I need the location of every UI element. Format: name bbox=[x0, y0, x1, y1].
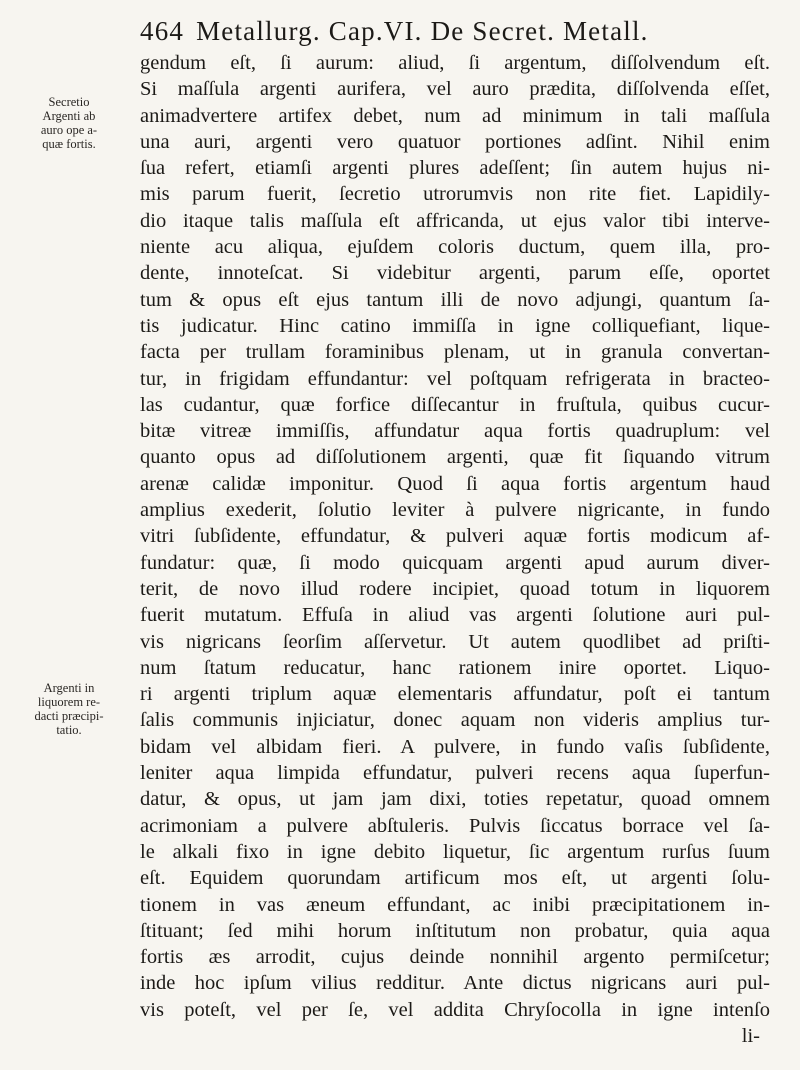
text-line: leniter aqua limpida effundatur, pulveri recens aqua ſuperfun- bbox=[140, 762, 770, 785]
text-line: ſtituant; ſed mihi horum inſtitutum non probatur, quia aqua bbox=[140, 919, 770, 942]
text-line: acrimoniam a pulvere abſtuleris. Pulvis ſiccatus borrace vel ſa- bbox=[140, 814, 770, 837]
margin-note-line: auro ope a- bbox=[40, 123, 98, 137]
text-line: ſua refert, etiamſi argenti plures adeſſent; ſin autem hujus ni- bbox=[140, 157, 770, 180]
text-line: tum & opus eſt ejus tantum illi de novo adjungi, quantum ſa- bbox=[140, 288, 770, 311]
margin-note-secretio bbox=[8, 95, 130, 151]
text-line: ſalis communis injiciatur, donec aquam non videris amplius tur- bbox=[140, 709, 770, 732]
margin-note-line: dacti præcipi- bbox=[34, 709, 104, 723]
text-line: datur, & opus, ut jam jam dixi, toties repetatur, quoad omnem bbox=[140, 788, 770, 811]
text-line: terit, de novo illud rodere incipiet, quoad totum in liquorem bbox=[140, 577, 770, 600]
page-header bbox=[140, 16, 770, 47]
text-line: fuerit mutatum. Effuſa in aliud vas argenti ſolutione auri pul- bbox=[140, 604, 770, 627]
text-line: fortis æs arrodit, cujus deinde nonnihil argento permiſcetur; bbox=[140, 946, 770, 969]
margin-note-line: tatio. bbox=[56, 723, 82, 737]
text-line: mis parum fuerit, ſecretio utrorumvis non rite fiet. Lapidily- bbox=[140, 183, 770, 206]
text-line: animadvertere artifex debet, num ad minimum in tali maſſula bbox=[140, 104, 770, 127]
text-line: vis poteſt, vel per ſe, vel addita Chryſocolla in igne intenſo bbox=[140, 998, 770, 1021]
text-line: vis nigricans ſeorſim aſſervetur. Ut autem quodlibet ad priſti- bbox=[140, 630, 770, 653]
text-line: niente acu aliqua, ejuſdem coloris ductum, quem illa, pro- bbox=[140, 236, 770, 259]
running-title: Metallurg. Cap.VI. De Secret. Metall. bbox=[196, 16, 649, 46]
text-line: Si maſſula argenti aurifera, vel auro prædita, diſſolvenda eſſet, bbox=[140, 78, 770, 101]
text-line: dente, innoteſcat. Si videbitur argenti, parum eſſe, oportet bbox=[140, 262, 770, 285]
text-line: eſt. Equidem quorundam artificum mos eſt, ut argenti ſolu- bbox=[140, 867, 770, 890]
text-line: le alkali fixo in igne debito liquetur, ſic argentum rurſus ſuum bbox=[140, 840, 770, 863]
text-line: tur, in frigidam effundantur: vel poſtquam refrigerata in bracteo- bbox=[140, 367, 770, 390]
text-line: num ſtatum reducatur, hanc rationem inire oportet. Liquo- bbox=[140, 656, 770, 679]
catchword: li- bbox=[741, 1024, 760, 1047]
text-line: amplius exederit, ſolutio leviter à pulvere nigricante, in fundo bbox=[140, 499, 770, 522]
text-line: vitri ſubſidente, effundatur, & pulveri aquæ fortis modicum af- bbox=[140, 525, 770, 548]
text-line: gendum eſt, ſi aurum: aliud, ſi argentum, diſſolvendum eſt. bbox=[140, 52, 770, 74]
text-line: dio itaque talis maſſula eſt affricanda, ut ejus valor tibi interve- bbox=[140, 209, 770, 232]
margin-note-line: Argenti ab bbox=[42, 109, 96, 123]
text-line: bitæ vitreæ immiſſis, affundatur aqua fortis quadruplum: vel bbox=[140, 420, 770, 443]
margin-note-line: liquorem re- bbox=[37, 695, 101, 709]
text-line: fundatur: quæ, ſi modo quicquam argenti apud aurum diver- bbox=[140, 551, 770, 574]
text-line: una auri, argenti vero quatuor portiones adſint. Nihil enim bbox=[140, 130, 770, 153]
margin-note-line: Secretio bbox=[48, 95, 90, 109]
text-line: arenæ calidæ imponitur. Quod ſi aqua fortis argentum haud bbox=[140, 472, 770, 495]
body-text bbox=[140, 50, 770, 1049]
margin-note-line: quæ fortis. bbox=[42, 137, 96, 151]
text-line: quanto opus ad diſſolutionem argenti, quæ fit ſiquando vitrum bbox=[140, 446, 770, 469]
text-line: tionem in vas æneum effundant, ac inibi præcipitationem in- bbox=[140, 893, 770, 916]
text-line: tis judicatur. Hinc catino immiſſa in igne colliquefiant, lique- bbox=[140, 314, 770, 337]
margin-note-praecipitatio bbox=[8, 681, 130, 737]
text-line: bidam vel albidam fieri. A pulvere, in fundo vaſis ſubſidente, bbox=[140, 735, 770, 758]
text-line: facta per trullam foraminibus plenam, ut in granula convertan- bbox=[140, 341, 770, 364]
text-line: las cudantur, quæ forfice diſſecantur in fruſtula, quibus cucur- bbox=[140, 393, 770, 416]
page-number: 464 bbox=[140, 16, 185, 46]
text-line: ri argenti triplum aquæ elementaris affundatur, poſt ei tantum bbox=[140, 683, 770, 706]
text-line: inde hoc ipſum vilius redditur. Ante dictus nigricans auri pul- bbox=[140, 972, 770, 995]
margin-note-line: Argenti in bbox=[43, 681, 95, 695]
